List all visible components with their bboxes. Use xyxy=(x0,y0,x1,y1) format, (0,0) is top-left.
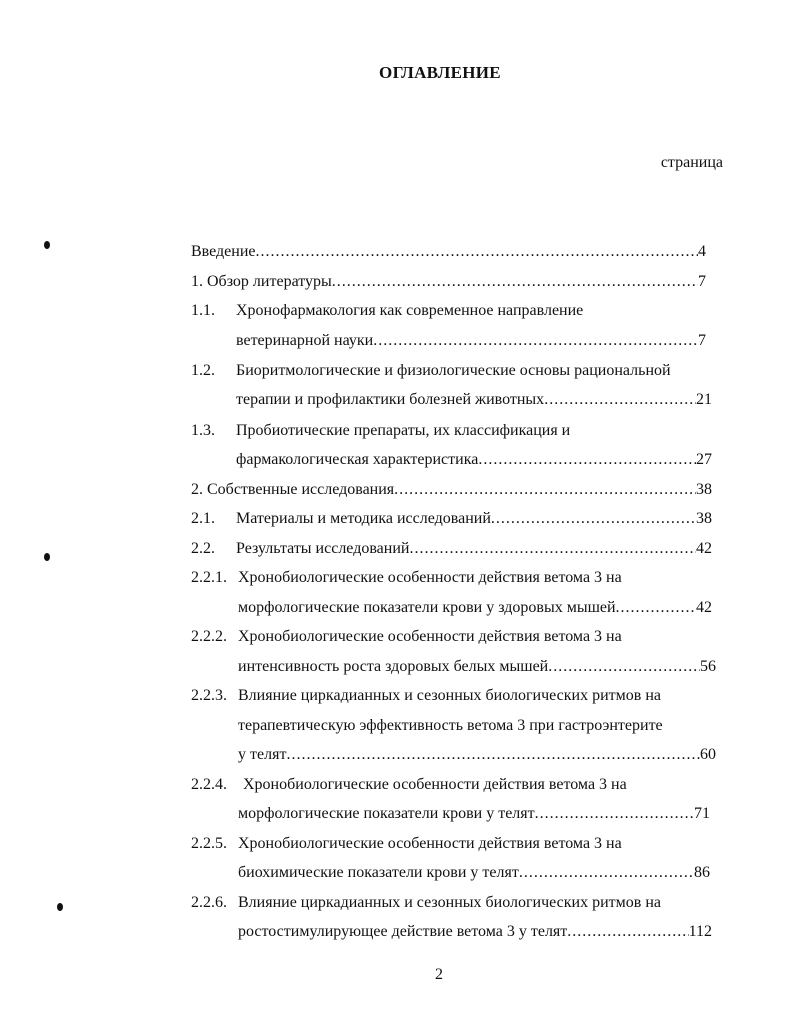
toc-entry-number: 1.2. xyxy=(191,362,215,379)
toc-entry-1-3[interactable] xyxy=(236,421,570,441)
toc-entry-page: 112 xyxy=(688,923,712,940)
toc-entry-text: Пробиотические препараты, их классификация и xyxy=(236,422,571,439)
toc-entry-text: терапевтическую эффективность ветома 3 при гастроэнтерите xyxy=(238,717,663,734)
toc-entry-text: фармакологическая характеристика xyxy=(236,451,479,468)
toc-entry-2-2-6[interactable] xyxy=(238,893,661,913)
toc-leader-dots xyxy=(394,480,696,500)
toc-entry-number: 2.2.4. xyxy=(191,776,227,793)
toc-entry-page: 38 xyxy=(696,481,712,498)
toc-entry-number: 2.2.2. xyxy=(191,628,227,645)
toc-entry-text: Хронобиологические особенности действия ветома 3 на xyxy=(243,776,627,793)
toc-entry-1-1[interactable] xyxy=(236,301,583,321)
toc-entry-number: 2.2.5. xyxy=(191,835,227,852)
toc-entry-text: 2. Собственные исследования xyxy=(191,481,395,498)
toc-leader-dots xyxy=(478,450,696,470)
toc-entry-2-2-6-cont[interactable] xyxy=(238,922,712,942)
toc-entry-text: Хронобиологические особенности действия ветома 3 на xyxy=(238,628,622,645)
toc-entry-text: ростостимулирующее действие ветома 3 у телят xyxy=(238,923,568,940)
toc-leader-dots xyxy=(256,242,699,262)
toc-entry-text: Биоритмологические и физиологические основы рациональной xyxy=(236,362,671,379)
toc-entry-number: 2.2.1. xyxy=(191,569,227,586)
toc-leader-dots xyxy=(409,539,696,559)
toc-entry-text: морфологические показатели крови у здоровых мышей xyxy=(238,599,616,616)
toc-entry-text: Результаты исследований xyxy=(236,540,410,557)
toc-entry-page: 42 xyxy=(696,540,712,557)
toc-entry-page: 38 xyxy=(696,510,712,527)
toc-entry-page: 7 xyxy=(698,332,706,349)
toc-leader-dots xyxy=(567,922,688,942)
toc-leader-dots xyxy=(519,863,694,883)
toc-entry-2-2-4-cont[interactable] xyxy=(238,804,710,824)
toc-entry-intro[interactable] xyxy=(191,242,706,262)
toc-leader-dots xyxy=(332,272,698,292)
toc-entry-text: Введение xyxy=(191,243,256,260)
toc-entry-number: 2.2.6. xyxy=(191,894,227,911)
toc-entry-number: 2.2. xyxy=(191,540,215,557)
toc-leader-dots xyxy=(491,509,696,529)
toc-entry-1-1-cont[interactable] xyxy=(236,331,706,351)
toc-entry-2-2-3[interactable] xyxy=(238,686,661,706)
toc-entry-text: Влияние циркадианных и сезонных биологических ритмов на xyxy=(238,687,661,704)
toc-entry-2-2[interactable] xyxy=(236,539,712,559)
toc-entry-page: 71 xyxy=(694,805,710,822)
toc-leader-dots xyxy=(535,804,694,824)
toc-leader-dots xyxy=(286,745,700,765)
toc-entry-text: терапии и профилактики болезней животных xyxy=(236,391,545,408)
toc-entry-2-1[interactable] xyxy=(236,509,712,529)
toc-entry-page: 4 xyxy=(698,243,706,260)
toc-entry-text: интенсивность роста здоровых белых мышей xyxy=(238,658,549,675)
toc-leader-dots xyxy=(548,657,700,677)
toc-entry-page: 60 xyxy=(700,746,716,763)
toc-entry-text: Хронобиологические особенности действия ветома 3 на xyxy=(238,835,622,852)
toc-entry-text: Материалы и методика исследований xyxy=(236,510,491,527)
toc-entry-page: 56 xyxy=(700,658,716,675)
page-number: 2 xyxy=(435,966,443,983)
toc-entry-2-2-2-cont[interactable] xyxy=(238,657,716,677)
page-column-label: страница xyxy=(660,154,723,171)
toc-entry-text: Хронобиологические особенности действия ветома 3 на xyxy=(238,569,622,586)
toc-entry-text: морфологические показатели крови у телят xyxy=(238,805,535,822)
toc-entry-2-2-3-cont[interactable] xyxy=(238,716,663,736)
toc-entry-text: Хронофармакология как современное направление xyxy=(236,302,584,319)
toc-entry-page: 86 xyxy=(694,864,710,881)
toc-entry-page: 21 xyxy=(696,391,712,408)
toc-entry-2-2-1-cont[interactable] xyxy=(238,598,712,618)
toc-entry-2-2-5-cont[interactable] xyxy=(238,863,710,883)
toc-leader-dots xyxy=(544,390,696,410)
toc-entry-1[interactable] xyxy=(191,272,706,292)
toc-leader-dots xyxy=(373,331,698,351)
toc-entry-2-2-4[interactable] xyxy=(243,775,627,795)
toc-entry-1-2[interactable] xyxy=(236,361,671,381)
toc-entry-2-2-1[interactable] xyxy=(238,568,622,588)
toc-entry-text: биохимические показатели крови у телят xyxy=(238,864,519,881)
toc-entry-1-3-cont[interactable] xyxy=(236,450,712,470)
toc-entry-1-2-cont[interactable] xyxy=(236,390,712,410)
toc-entry-2-2-5[interactable] xyxy=(238,834,622,854)
toc-entry-number: 2.2.3. xyxy=(191,687,227,704)
toc-entry-2-2-3-cont2[interactable] xyxy=(238,745,716,765)
toc-entry-2[interactable] xyxy=(191,480,712,500)
toc-entry-page: 42 xyxy=(696,599,712,616)
toc-leader-dots xyxy=(616,598,696,618)
page-title: ОГЛАВЛЕНИЕ xyxy=(379,63,501,82)
toc-entry-number: 1.3. xyxy=(191,422,215,439)
toc-entry-text: Влияние циркадианных и сезонных биологических ритмов на xyxy=(238,894,661,911)
toc-entry-number: 2.1. xyxy=(191,510,215,527)
toc-entry-number: 1.1. xyxy=(191,302,215,319)
toc-entry-2-2-2[interactable] xyxy=(238,627,622,647)
toc-entry-text: 1. Обзор литературы xyxy=(191,273,332,290)
toc-entry-text: ветеринарной науки xyxy=(236,332,374,349)
toc-entry-page: 7 xyxy=(698,273,706,290)
toc-entry-page: 27 xyxy=(696,451,712,468)
toc-entry-text: у телят xyxy=(238,746,287,763)
